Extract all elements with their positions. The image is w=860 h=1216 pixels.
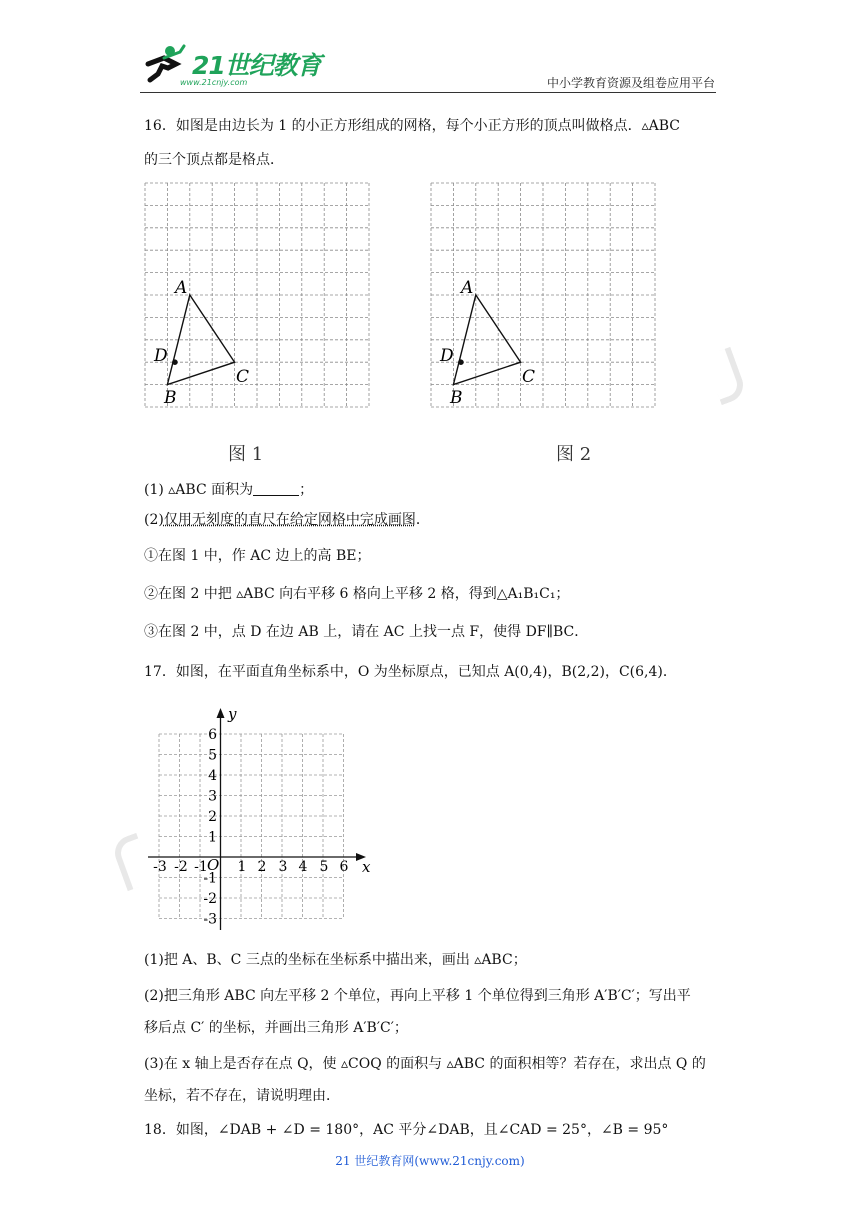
q18-line1: 18．如图，∠DAB + ∠D = 180°，AC 平分∠DAB，且∠CAD = 25°，∠B = 95° xyxy=(144,1122,669,1138)
q16-part1 xyxy=(144,480,313,500)
q16-part2 xyxy=(144,510,430,530)
q16-figure-2 xyxy=(426,178,666,418)
x-tick: 2 xyxy=(257,859,267,875)
y-tick-labels xyxy=(203,727,220,928)
x-tick-labels xyxy=(153,859,348,875)
q16-sub1: ①在图 1 中，作 AC 边上的高 BE； xyxy=(144,548,371,564)
label-c: C xyxy=(236,367,250,387)
y-tick: -1 xyxy=(203,870,217,887)
label-c: C xyxy=(522,367,536,387)
x-tick: -1 xyxy=(194,859,208,875)
x-tick: 5 xyxy=(319,859,329,875)
label-b: B xyxy=(450,388,463,408)
q16-sub3: ③在图 2 中，点 D 在边 AB 上，请在 AC 上找一点 F，使得 DF∥BC． xyxy=(144,624,589,640)
y-tick: 5 xyxy=(208,747,217,764)
logo-url: www.21cnjy.com xyxy=(180,78,248,87)
x-tick: -2 xyxy=(174,859,188,875)
page-header xyxy=(0,0,860,100)
y-tick: 2 xyxy=(208,809,217,825)
watermark-mark xyxy=(704,347,748,405)
y-tick: -2 xyxy=(203,891,217,907)
q17-part2-line2: 移后点 C′ 的坐标，并画出三角形 A′B′C′； xyxy=(144,1020,408,1036)
q16-line2: 的三个顶点都是格点． xyxy=(144,152,284,168)
q16-figure-1 xyxy=(140,178,380,418)
q16-part2-number: (2) xyxy=(144,512,164,528)
figure-2-caption: 图 2 xyxy=(556,444,592,465)
q16-line1: 16．如图是由边长为 1 的小正方形组成的网格，每个小正方形的顶点叫做格点．▵ABC xyxy=(144,118,681,134)
label-d: D xyxy=(440,346,454,366)
logo-text: 21世纪教育 xyxy=(192,51,321,80)
origin-label: O xyxy=(207,856,220,874)
q17-part2-line1: (2)把三角形 ABC 向左平移 2 个单位，再向上平移 1 个单位得到三角形 A′B′C′；写出平 xyxy=(144,988,691,1004)
x-tick: 3 xyxy=(278,859,288,875)
q17-part1: (1)把 A、B、C 三点的坐标在坐标系中描出来，画出 ▵ABC； xyxy=(144,952,527,968)
q17-line1: 17．如图，在平面直角坐标系中，O 为坐标原点，已知点 A(0,4)，B(2,2)，C(6,4)． xyxy=(144,664,677,680)
label-a: A xyxy=(175,278,188,298)
answer-blank xyxy=(253,481,299,496)
point-d xyxy=(458,359,464,365)
q17-part3-line2: 坐标，若不存在，请说明理由． xyxy=(144,1088,340,1104)
q16-sub2: ②在图 2 中把 ▵ABC 向右平移 6 格向上平移 2 格，得到△A₁B₁C₁； xyxy=(144,586,570,602)
q16-part1-suffix: ； xyxy=(299,482,314,498)
q16-part2-suffix: ． xyxy=(415,512,430,528)
x-tick: 6 xyxy=(339,859,349,875)
x-tick: -3 xyxy=(153,859,167,875)
x-tick: 1 xyxy=(237,859,247,875)
y-tick: 4 xyxy=(208,768,217,784)
axis-x-label: x xyxy=(362,858,371,876)
y-tick: 6 xyxy=(208,727,217,743)
label-d: D xyxy=(154,346,168,366)
header-platform-text: 中小学教育资源及组卷应用平台 xyxy=(546,76,715,90)
q16-part1-text: (1) ▵ABC 面积为 xyxy=(144,482,254,498)
axis-y-label: y xyxy=(228,705,237,723)
site-logo xyxy=(140,40,340,96)
y-tick: 1 xyxy=(208,829,217,846)
y-tick: 3 xyxy=(208,788,217,805)
x-tick: 4 xyxy=(298,859,308,875)
q17-coordinate-plane xyxy=(144,704,384,936)
label-a: A xyxy=(461,278,474,298)
q16-part2-text: 仅用无刻度的直尺在给定网格中完成画图 xyxy=(163,512,416,528)
label-b: B xyxy=(164,388,177,408)
figure-1-caption: 图 1 xyxy=(228,444,264,465)
y-tick: -3 xyxy=(203,911,217,928)
page-footer: 21 世纪教育网(www.21cnjy.com) xyxy=(335,1154,525,1168)
point-d xyxy=(172,359,178,365)
q17-part3-line1: (3)在 x 轴上是否存在点 Q，使 ▵COQ 的面积与 ▵ABC 的面积相等？若存在，求出点 Q 的 xyxy=(144,1056,706,1072)
header-divider xyxy=(140,92,716,93)
y-axis-arrow-icon xyxy=(217,708,225,718)
